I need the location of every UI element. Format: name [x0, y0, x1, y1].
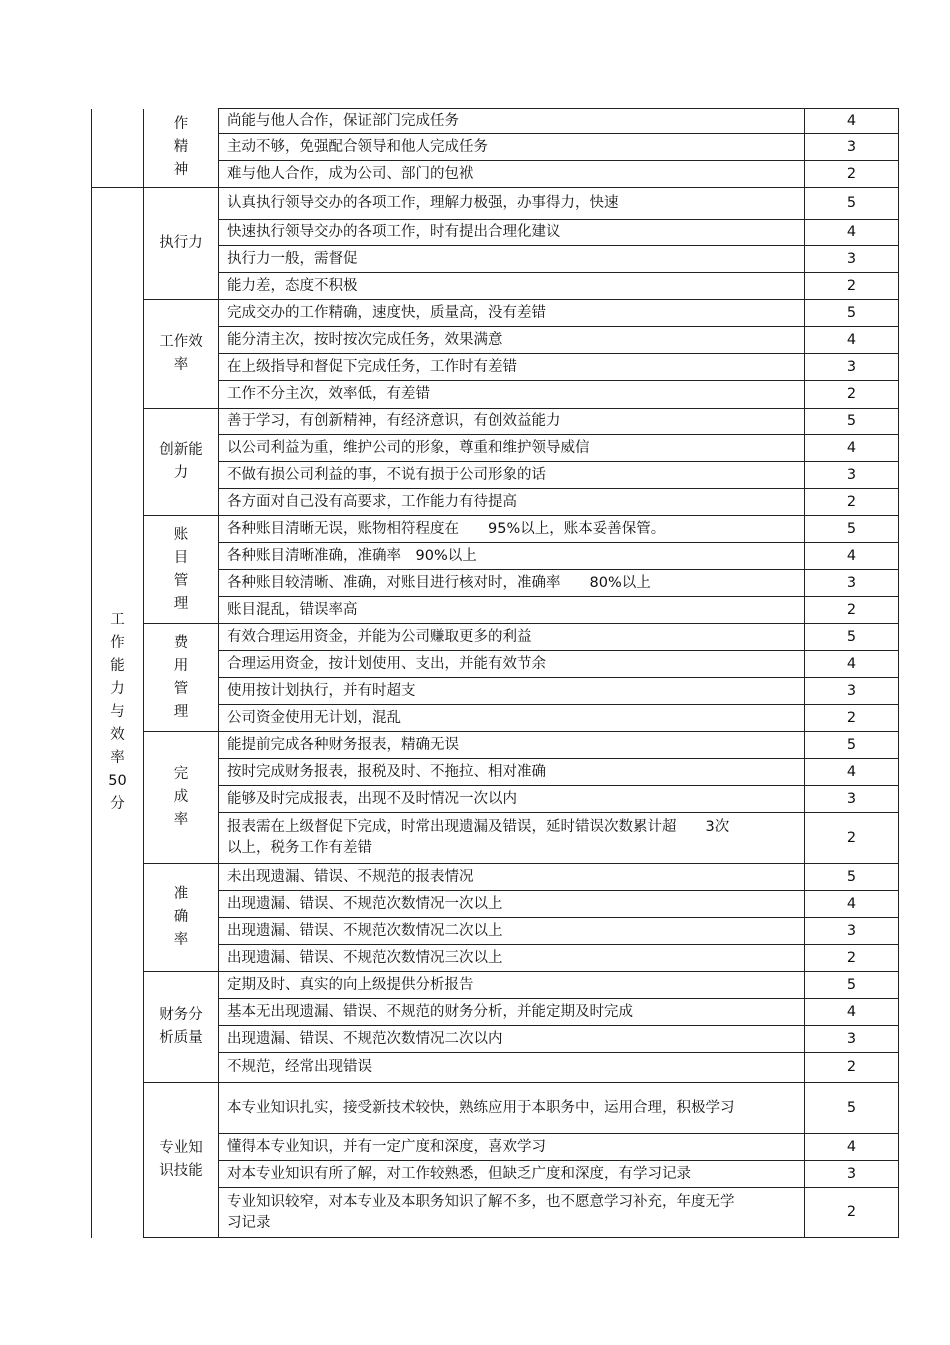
score-cell: 3 [805, 918, 899, 945]
score-cell: 3 [805, 570, 899, 597]
description-cell [219, 327, 805, 354]
description-cell [219, 188, 805, 220]
score-cell: 3 [805, 1026, 899, 1053]
description-cell [219, 273, 805, 300]
description-text: 账目混乱，错误率高 [227, 601, 358, 618]
score-cell: 5 [805, 624, 899, 651]
description-cell [219, 516, 805, 543]
description-cell [219, 543, 805, 570]
criterion-label: 工作效 率 [159, 334, 203, 373]
score-cell: 4 [805, 1134, 899, 1161]
description-text: 有效合理运用资金，并能为公司赚取更多的利益 [227, 628, 532, 645]
score-cell: 4 [805, 109, 899, 134]
criterion-cell [144, 624, 219, 732]
table-row [92, 188, 899, 220]
criterion-cell [144, 732, 219, 864]
score-cell: 3 [805, 678, 899, 705]
criterion-cell [144, 1083, 219, 1238]
description-cell [219, 161, 805, 188]
criterion-label: 创新能 力 [159, 442, 203, 481]
description-text: 完成交办的工作精确，速度快，质量高，没有差错 [227, 304, 546, 321]
score-cell: 3 [805, 786, 899, 813]
description-cell [219, 624, 805, 651]
description-text: 定期及时、真实的向上级提供分析报告 [227, 976, 474, 993]
description-cell [219, 354, 805, 381]
criterion-cell [144, 188, 219, 300]
score-cell: 4 [805, 220, 899, 246]
description-cell [219, 786, 805, 813]
description-cell [219, 435, 805, 462]
score-cell: 3 [805, 1161, 899, 1188]
description-text: 能提前完成各种财务报表，精确无误 [227, 736, 459, 753]
score-cell: 3 [805, 462, 899, 489]
score-cell: 2 [805, 705, 899, 732]
description-text: 工作不分主次，效率低，有差错 [227, 386, 430, 402]
description-text: 在上级指导和督促下完成任务，工作时有差错 [227, 358, 517, 375]
description-text: 出现遗漏、错误、不规范次数情况二次以上 [227, 922, 503, 939]
score-cell: 5 [805, 516, 899, 543]
description-cell [219, 999, 805, 1026]
description-text: 尚能与他人合作，保证部门完成任务 [227, 112, 459, 129]
description-cell [219, 1134, 805, 1161]
description-cell [219, 972, 805, 999]
criterion-label: 完 成 率 [173, 766, 189, 828]
table-row [92, 300, 899, 327]
description-text: 不做有损公司利益的事，不说有损于公司形象的话 [227, 466, 546, 483]
score-cell: 2 [805, 813, 899, 864]
criterion-cell [144, 972, 219, 1083]
description-cell [219, 570, 805, 597]
description-text: 按时完成财务报表，报税及时、不拖拉、相对准确 [227, 763, 546, 780]
description-cell [219, 246, 805, 273]
description-text: 快速执行领导交办的各项工作，时有提出合理化建议 [227, 224, 561, 240]
description-cell [219, 1188, 805, 1238]
description-text: 各种账目清晰无误，账物相符程度在 95%以上，账本妥善保管。 [227, 520, 666, 537]
table-row [92, 972, 899, 999]
description-text: 以公司利益为重，维护公司的形象，尊重和维护领导威信 [227, 439, 590, 456]
description-cell [219, 651, 805, 678]
description-text: 懂得本专业知识，并有一定广度和深度，喜欢学习 [227, 1138, 546, 1155]
table-row [92, 624, 899, 651]
description-cell [219, 918, 805, 945]
score-cell: 4 [805, 651, 899, 678]
description-text: 专业知识较窄，对本专业及本职务知识了解不多，也不愿意学习补充，年度无学习记录 [227, 1193, 735, 1231]
description-text: 未出现遗漏、错误、不规范的报表情况 [227, 868, 474, 885]
score-cell: 5 [805, 1083, 899, 1134]
description-cell [219, 705, 805, 732]
description-cell [219, 409, 805, 435]
description-text: 合理运用资金，按计划使用、支出，并能有效节余 [227, 655, 546, 672]
description-text: 公司资金使用无计划，混乱 [227, 709, 401, 726]
table-row [92, 109, 899, 134]
description-cell [219, 109, 805, 134]
score-cell: 3 [805, 246, 899, 273]
description-cell [219, 220, 805, 246]
score-cell: 2 [805, 1053, 899, 1083]
description-text: 能分清主次，按时按次完成任务，效果满意 [227, 331, 503, 348]
description-text: 能力差，态度不积极 [227, 277, 358, 294]
criterion-cell [144, 409, 219, 516]
description-cell [219, 1053, 805, 1083]
description-cell [219, 1161, 805, 1188]
description-text: 能够及时完成报表，出现不及时情况一次以内 [227, 790, 517, 807]
score-cell: 5 [805, 300, 899, 327]
score-cell: 2 [805, 273, 899, 300]
criterion-cell [144, 109, 219, 188]
score-cell: 4 [805, 543, 899, 570]
description-cell [219, 597, 805, 624]
description-cell [219, 134, 805, 161]
description-text: 各种账目清晰准确，准确率 90%以上 [227, 547, 477, 564]
score-cell: 4 [805, 759, 899, 786]
description-text: 基本无出现遗漏、错误、不规范的财务分析，并能定期及时完成 [227, 1003, 633, 1020]
score-cell: 4 [805, 327, 899, 354]
table-row [92, 516, 899, 543]
description-cell [219, 462, 805, 489]
score-cell: 4 [805, 435, 899, 462]
score-cell: 4 [805, 999, 899, 1026]
description-text: 善于学习，有创新精神，有经济意识，有创效益能力 [227, 413, 561, 429]
table-row [92, 732, 899, 759]
description-cell [219, 1083, 805, 1134]
description-text: 各种账目较清晰、准确，对账目进行核对时，准确率 80%以上 [227, 574, 651, 591]
score-cell: 2 [805, 161, 899, 188]
description-cell [219, 945, 805, 972]
score-cell: 2 [805, 945, 899, 972]
description-text: 不规范，经常出现错误 [227, 1059, 372, 1075]
score-cell: 3 [805, 134, 899, 161]
score-cell: 5 [805, 409, 899, 435]
criterion-label: 费 用 管 理 [173, 634, 189, 720]
description-text: 本专业知识扎实，接受新技术较快，熟练应用于本职务中，运用合理，积极学习 [227, 1099, 735, 1116]
criterion-cell [144, 864, 219, 972]
score-cell: 4 [805, 891, 899, 918]
description-text: 对本专业知识有所了解，对工作较熟悉，但缺乏广度和深度，有学习记录 [227, 1165, 691, 1182]
score-cell: 2 [805, 597, 899, 624]
description-text: 执行力一般，需督促 [227, 250, 358, 267]
evaluation-table [91, 108, 899, 1238]
description-cell [219, 381, 805, 409]
score-cell: 5 [805, 864, 899, 891]
description-text: 报表需在上级督促下完成，时常出现遗漏及错误，延时错误次数累计超 3次以上，税务工作有差错 [227, 819, 730, 856]
description-cell [219, 300, 805, 327]
description-cell [219, 813, 805, 864]
evaluation-table-body [92, 109, 899, 1238]
description-cell [219, 732, 805, 759]
score-cell: 2 [805, 489, 899, 516]
criterion-label: 作 精 神 [173, 116, 189, 179]
description-text: 各方面对自己没有高要求，工作能力有待提高 [227, 493, 517, 510]
description-text: 出现遗漏、错误、不规范次数情况三次以上 [227, 949, 503, 966]
criterion-label: 专业知 识技能 [159, 1140, 203, 1179]
score-cell: 2 [805, 381, 899, 409]
criterion-label: 账 目 管 理 [173, 526, 189, 612]
criterion-label: 财务分 析质量 [159, 1007, 203, 1046]
description-cell [219, 678, 805, 705]
description-text: 认真执行领导交办的各项工作，理解力极强，办事得力，快速 [227, 195, 619, 211]
score-cell: 5 [805, 732, 899, 759]
description-cell [219, 891, 805, 918]
description-cell [219, 489, 805, 516]
criterion-cell [144, 300, 219, 409]
description-cell [219, 864, 805, 891]
description-text: 使用按计划执行，并有时超支 [227, 682, 416, 699]
criterion-label: 准 确 率 [173, 886, 189, 948]
score-cell: 5 [805, 188, 899, 220]
criterion-cell [144, 516, 219, 624]
score-cell: 3 [805, 354, 899, 381]
description-text: 难与他人合作，成为公司、部门的包袱 [227, 165, 474, 182]
score-cell: 5 [805, 972, 899, 999]
description-text: 出现遗漏、错误、不规范次数情况二次以内 [227, 1030, 503, 1047]
table-row [92, 409, 899, 435]
description-text: 出现遗漏、错误、不规范次数情况一次以上 [227, 895, 503, 912]
description-text: 主动不够，免强配合领导和他人完成任务 [227, 138, 488, 155]
category-label: 工 作 能 力 与 效 率 50 分 [108, 612, 127, 813]
score-cell: 2 [805, 1188, 899, 1238]
description-cell [219, 759, 805, 786]
category-cell [92, 188, 144, 1238]
category-cell [92, 109, 144, 188]
description-cell [219, 1026, 805, 1053]
table-row [92, 1083, 899, 1134]
criterion-label: 执行力 [159, 235, 203, 251]
table-row [92, 864, 899, 891]
